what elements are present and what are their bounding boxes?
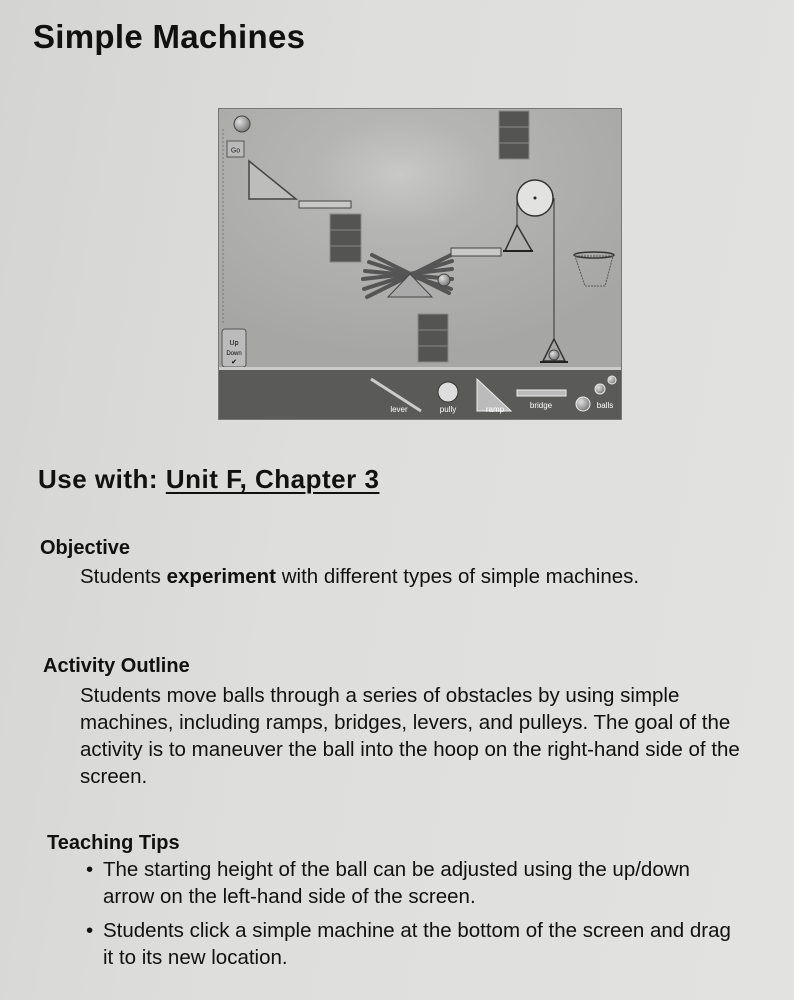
list-item xyxy=(86,856,746,910)
objective-text xyxy=(80,563,680,590)
ball xyxy=(438,274,450,286)
svg-text:Down: Down xyxy=(226,351,242,357)
list-item xyxy=(86,917,746,971)
game-screenshot xyxy=(218,108,622,420)
svg-text:lever: lever xyxy=(390,405,408,414)
block-stack xyxy=(330,214,361,262)
svg-text:Go: Go xyxy=(230,147,241,155)
svg-text:ramp: ramp xyxy=(485,405,505,414)
svg-text:✔: ✔ xyxy=(231,359,237,366)
bridge xyxy=(299,201,351,208)
use-with-label: Use with: xyxy=(38,464,159,494)
objective-post: with different types of simple machines. xyxy=(276,565,640,588)
activity-outline-text: Students move balls through a series of obstacles by using simple machines, including ramps, bridges, levers, and pulleys. The goal of the activity is to maneuver the ball into the hoop on the right-hand side of the screen. xyxy=(80,684,740,788)
unit-chapter-link[interactable]: Unit F, Chapter 3 xyxy=(165,464,380,494)
go-button[interactable] xyxy=(227,141,244,157)
teaching-tips-list xyxy=(86,856,746,978)
tip-text: Students click a simple machine at the bottom of the screen and drag it to its new location. xyxy=(103,919,731,969)
start-ball xyxy=(234,116,250,132)
up-down-button[interactable] xyxy=(222,329,246,367)
svg-text:Up: Up xyxy=(229,340,239,347)
bullet: • xyxy=(86,919,94,942)
bullet: • xyxy=(86,858,94,881)
tip-text: The starting height of the ball can be adjusted using the up/down arrow on the left-hand side of the screen. xyxy=(103,858,690,908)
objective-bold: experiment xyxy=(166,565,277,588)
svg-text:bridge: bridge xyxy=(529,401,553,410)
block-stack-top xyxy=(499,111,529,159)
use-with xyxy=(38,464,379,495)
svg-text:pully: pully xyxy=(439,405,457,414)
page-title: Simple Machines xyxy=(33,18,306,55)
svg-text:balls: balls xyxy=(596,401,614,410)
toolbar-pulley[interactable] xyxy=(438,382,458,414)
activity-outline-heading: Activity Outline xyxy=(43,655,190,677)
bridge xyxy=(451,248,501,256)
block-stack xyxy=(418,314,448,362)
teaching-tips-heading: Teaching Tips xyxy=(47,832,180,854)
objective-pre: Students xyxy=(80,565,167,588)
objective-heading: Objective xyxy=(40,537,131,559)
